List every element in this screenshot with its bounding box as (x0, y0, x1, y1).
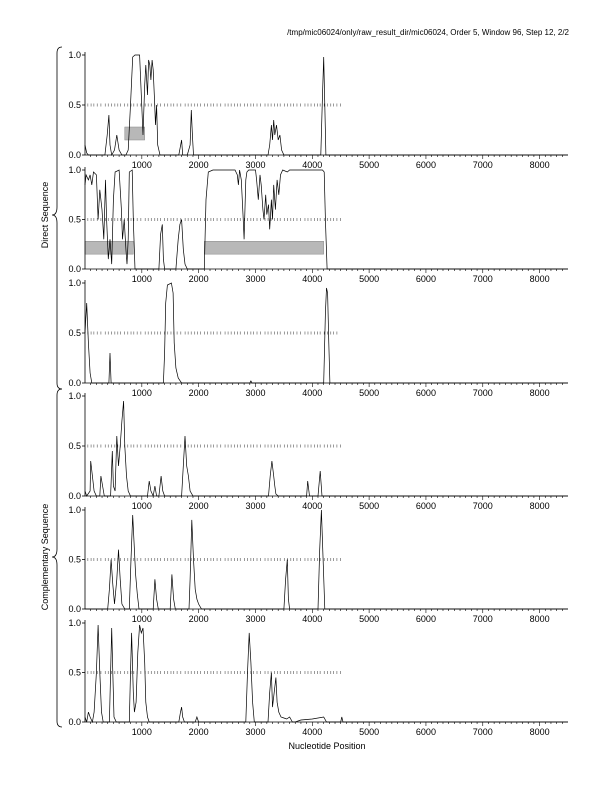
x-tick-label: 3000 (245, 274, 266, 284)
region-box-2 (204, 241, 323, 254)
y-tick-label: 0.0 (68, 491, 81, 501)
x-tick-label: 4000 (302, 727, 323, 737)
threshold-marks (88, 218, 341, 221)
x-tick-label: 7000 (472, 388, 493, 398)
x-tick-label: 1000 (131, 160, 152, 170)
x-tick-label: 5000 (359, 274, 380, 284)
x-tick-label: 5000 (359, 388, 380, 398)
threshold-marks (88, 104, 341, 107)
x-tick-label: 8000 (529, 501, 550, 511)
y-tick-label: 0.0 (68, 604, 81, 614)
y-tick-label: 0.0 (68, 378, 81, 388)
x-tick-label: 1000 (131, 501, 152, 511)
x-tick-label: 8000 (529, 614, 550, 624)
y-tick-label: 0.5 (68, 328, 81, 338)
x-tick-label: 4000 (302, 388, 323, 398)
threshold-marks (88, 332, 337, 335)
x-tick-label: 8000 (529, 160, 550, 170)
series-line (85, 401, 568, 496)
x-tick-label: 6000 (415, 501, 436, 511)
x-axis-title: Nucleotide Position (288, 741, 366, 751)
x-tick-label: 2000 (188, 160, 209, 170)
x-tick-label: 6000 (415, 274, 436, 284)
x-tick-label: 3000 (245, 160, 266, 170)
x-tick-label: 7000 (472, 274, 493, 284)
x-tick-label: 4000 (302, 614, 323, 624)
x-tick-label: 8000 (529, 274, 550, 284)
x-tick-label: 6000 (415, 388, 436, 398)
x-tick-label: 7000 (472, 727, 493, 737)
x-tick-label: 1000 (131, 614, 152, 624)
y-tick-label: 0.5 (68, 667, 81, 678)
x-tick-label: 4000 (302, 501, 323, 511)
panel-direct-frame-2 (68, 165, 568, 284)
panel-complementary-frame-1 (68, 391, 568, 511)
panel-complementary-frame-2 (68, 505, 568, 624)
x-tick-label: 5000 (359, 160, 380, 170)
panel-direct-frame-3 (68, 278, 568, 398)
x-tick-label: 1000 (131, 274, 152, 284)
y-tick-label: 1.0 (68, 165, 81, 175)
x-tick-label: 7000 (472, 160, 493, 170)
x-tick-label: 2000 (188, 727, 209, 737)
x-tick-label: 3000 (245, 614, 266, 624)
x-tick-label: 1000 (131, 388, 152, 398)
y-tick-label: 0.5 (68, 214, 81, 225)
x-tick-label: 3000 (245, 388, 266, 398)
x-tick-label: 7000 (472, 614, 493, 624)
x-tick-label: 5000 (359, 501, 380, 511)
y-tick-label: 0.0 (68, 717, 81, 727)
x-tick-label: 6000 (415, 727, 436, 737)
threshold-marks (88, 445, 341, 448)
y-tick-label: 0.0 (68, 264, 81, 274)
x-tick-label: 3000 (245, 501, 266, 511)
y-tick-label: 0.0 (68, 150, 81, 160)
panel-direct-frame-1 (68, 50, 568, 170)
x-tick-label: 8000 (529, 727, 550, 737)
direct-group-brace (52, 47, 62, 389)
direct-sequence-label: Direct Sequence (40, 181, 50, 249)
x-tick-label: 3000 (245, 727, 266, 737)
x-tick-label: 2000 (188, 274, 209, 284)
x-tick-label: 2000 (188, 501, 209, 511)
complementary-group-brace (52, 389, 62, 727)
panels (68, 50, 568, 737)
x-tick-label: 8000 (529, 388, 550, 398)
x-tick-label: 5000 (359, 614, 380, 624)
x-tick-label: 4000 (302, 274, 323, 284)
x-tick-label: 2000 (188, 388, 209, 398)
x-tick-label: 6000 (415, 160, 436, 170)
panel-complementary-frame-3 (68, 618, 568, 737)
y-tick-label: 0.5 (68, 100, 81, 110)
chart-title: /tmp/mic06024/only/raw_result_dir/mic06024, Order 5, Window 96, Step 12, 2/2 (287, 28, 569, 37)
x-tick-label: 5000 (359, 727, 380, 737)
y-tick-label: 1.0 (68, 391, 81, 401)
x-tick-label: 4000 (302, 160, 323, 170)
region-box-1 (125, 127, 145, 140)
y-tick-label: 1.0 (68, 50, 81, 60)
y-tick-label: 0.5 (68, 554, 81, 565)
threshold-marks (88, 671, 341, 674)
y-tick-label: 1.0 (68, 278, 81, 288)
x-tick-label: 6000 (415, 614, 436, 624)
y-tick-label: 1.0 (68, 618, 81, 628)
x-tick-label: 2000 (188, 614, 209, 624)
y-tick-label: 1.0 (68, 505, 81, 515)
x-tick-label: 7000 (472, 501, 493, 511)
complementary-sequence-label: Complementary Sequence (40, 503, 50, 611)
threshold-marks (88, 558, 341, 561)
y-tick-label: 0.5 (68, 441, 81, 451)
x-tick-label: 1000 (131, 727, 152, 737)
